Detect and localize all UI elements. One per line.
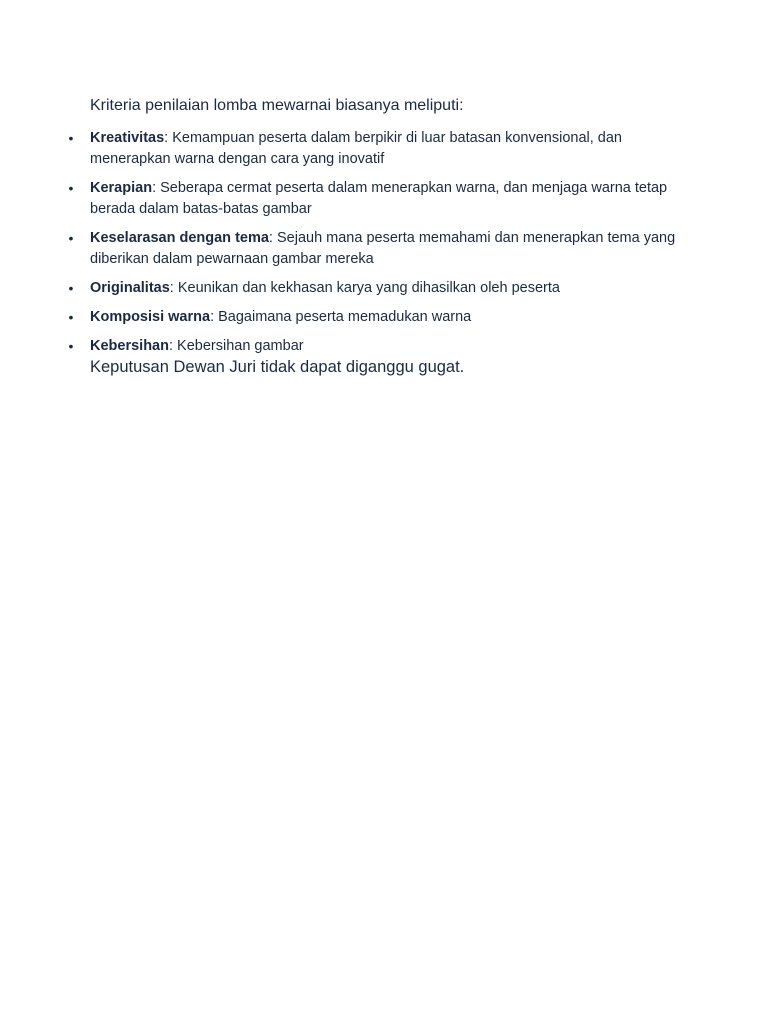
list-item-kebersihan — [68, 336, 680, 357]
bullet-icon: • — [68, 130, 74, 146]
criteria-list — [68, 128, 680, 357]
criteria-term: Kreativitas — [90, 130, 165, 146]
list-item-komposisi-warna — [68, 307, 680, 328]
list-item-originalitas — [68, 278, 680, 299]
criteria-term: Kerapian — [90, 180, 153, 196]
criteria-description: Kemampuan peserta dalam berpikir di luar batasan konvensional, dan menerapkan warna dengan cara yang inovatif — [90, 130, 622, 167]
list-item-kreativitas — [68, 128, 680, 170]
bullet-icon: • — [68, 230, 74, 246]
criteria-description: Bagaimana peserta memadukan warna — [218, 309, 472, 325]
criteria-separator: : — [168, 338, 178, 354]
criteria-term: Originalitas — [90, 280, 170, 296]
criteria-description: Kebersihan gambar — [177, 338, 304, 354]
criteria-separator: : — [210, 309, 219, 325]
criteria-separator: : — [164, 130, 173, 146]
criteria-term: Keselarasan dengan tema — [90, 230, 269, 246]
criteria-description: Sejauh mana peserta memahami dan menerapkan tema yang diberikan dalam pewarnaan gambar mereka — [90, 230, 676, 267]
bullet-icon: • — [68, 338, 74, 354]
closing-statement: Keputusan Dewan Juri tidak dapat diganggu gugat. — [90, 358, 465, 376]
criteria-term: Kebersihan — [90, 338, 169, 354]
bullet-icon: • — [68, 280, 74, 296]
criteria-separator: : — [152, 180, 161, 196]
list-item-keselarasan — [68, 228, 680, 270]
list-item-kerapian — [68, 178, 680, 220]
bullet-icon: • — [68, 309, 74, 325]
intro-text: Kriteria penilaian lomba mewarnai biasanya meliputi: — [90, 97, 464, 114]
criteria-separator: : — [268, 230, 277, 246]
bullet-icon: • — [68, 180, 74, 196]
criteria-term: Komposisi warna — [90, 309, 211, 325]
criteria-description: Seberapa cermat peserta dalam menerapkan warna, dan menjaga warna tetap berada dalam batas-batas gambar — [90, 180, 668, 217]
criteria-separator: : — [169, 280, 178, 296]
criteria-description: Keunikan dan kekhasan karya yang dihasilkan oleh peserta — [177, 280, 560, 296]
